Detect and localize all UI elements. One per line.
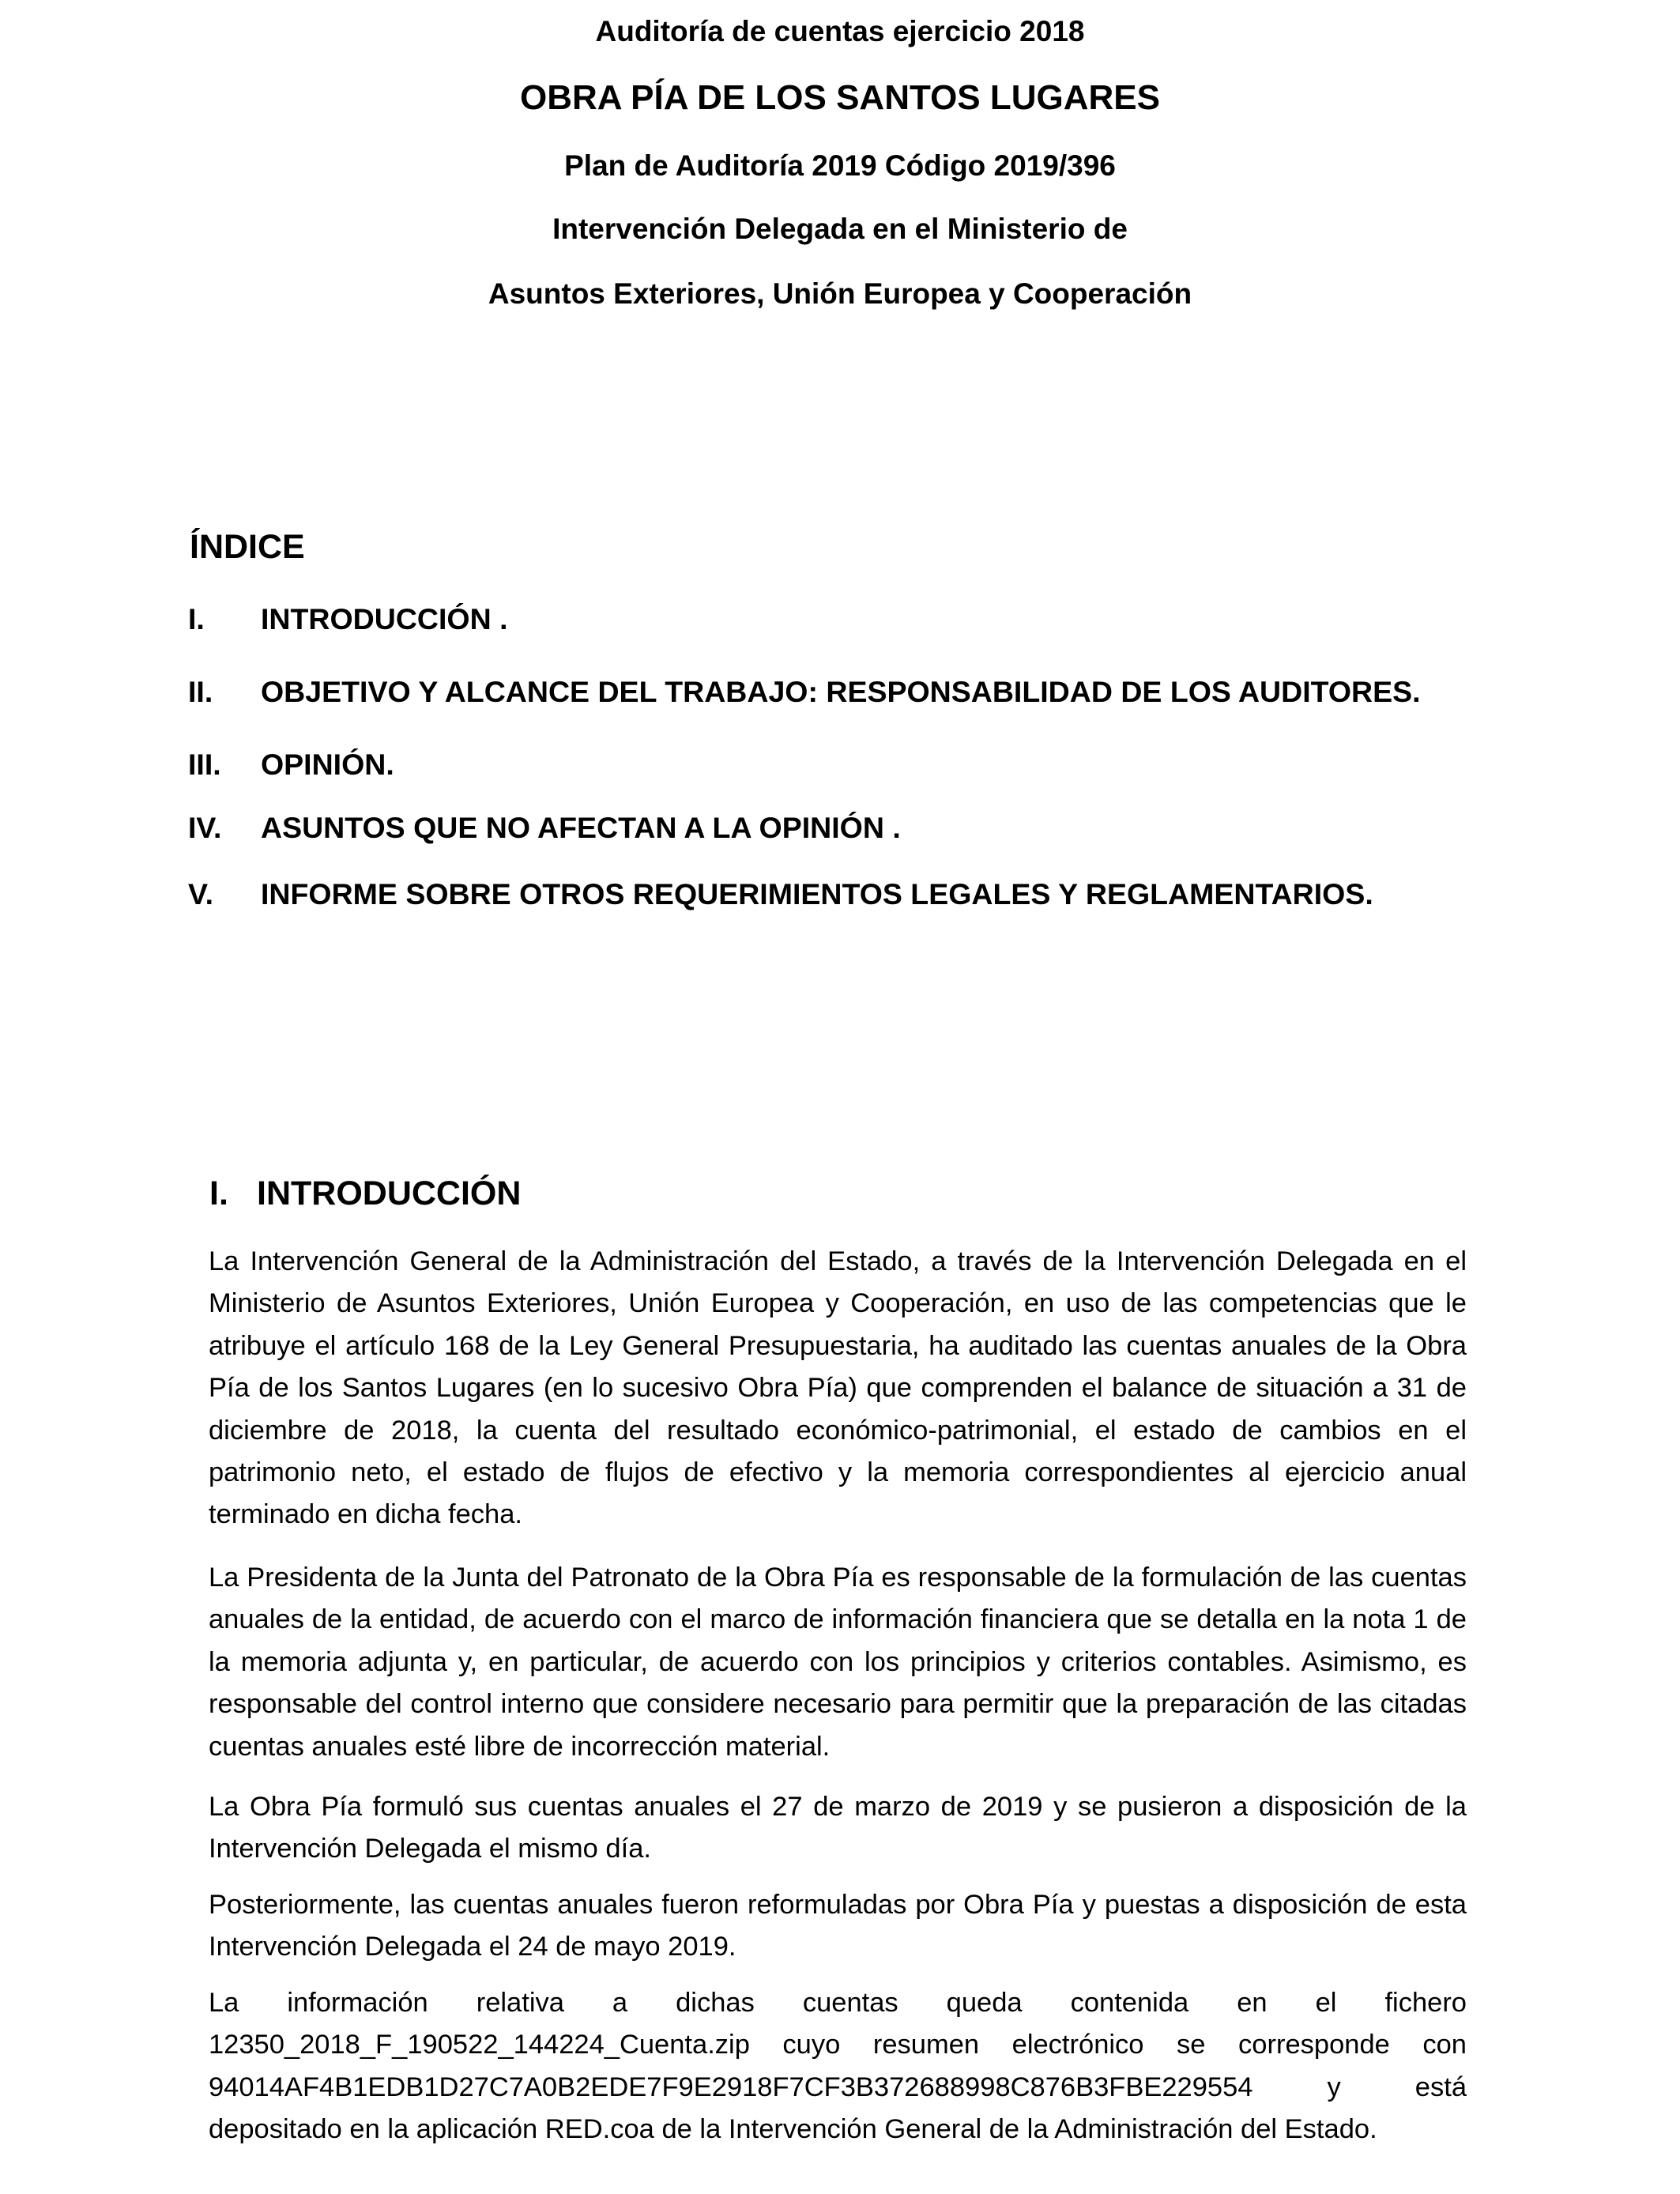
index-item-label: INTRODUCCIÓN .: [261, 602, 508, 635]
office-line-2: Asuntos Exteriores, Unión Europea y Cooperación: [488, 277, 1192, 310]
index-item-number: III.: [188, 748, 221, 781]
file-paragraph: [209, 1982, 1467, 2151]
entity-title: OBRA PÍA DE LOS SANTOS LUGARES: [519, 78, 1160, 117]
section-number: I.: [209, 1174, 228, 1212]
index-item-number: IV.: [188, 811, 222, 844]
index-item-label: OPINIÓN.: [261, 748, 394, 781]
paragraph: La Obra Pía formuló sus cuentas anuales el 27 de marzo de 2019 y se pusieron a disposición de la Intervención Delegada el mismo día.: [209, 1792, 1467, 1864]
index-item-label: INFORME SOBRE OTROS REQUERIMIENTOS LEGALES Y REGLAMENTARIOS.: [261, 877, 1373, 910]
index-title: ÍNDICE: [190, 528, 305, 566]
paragraph: Posteriormente, las cuentas anuales fueron reformuladas por Obra Pía y puestas a disposición de esta Intervención Delegada el 24 de mayo 2019.: [209, 1890, 1467, 1962]
audit-plan-code: Plan de Auditoría 2019 Código 2019/396: [564, 149, 1116, 182]
section-title: INTRODUCCIÓN: [257, 1174, 522, 1212]
index-item-label: ASUNTOS QUE NO AFECTAN A LA OPINIÓN .: [261, 811, 901, 844]
section-heading: [209, 1171, 521, 1216]
file-hash-line: 94014AF4B1EDB1D27C7A0B2EDE7F9E2918F7CF3B372688998C876B3FBE229554 y está: [209, 2071, 1467, 2102]
file-paragraph-line: La información relativa a dichas cuentas queda contenida en el fichero: [209, 1988, 1467, 2018]
paragraph: La Presidenta de la Junta del Patronato de la Obra Pía es responsable de la formulación de las cuentas anuales de la entidad, de acuerdo con el marco de información financiera que se detalla en la nota 1 de la memoria adjunta y, en particular, de acuerdo con los principios y criterios contables. Asimismo, es responsable del control interno que considere necesario para permitir que la preparación de las citadas cuentas anuales esté libre de incorrección material.: [209, 1563, 1467, 1762]
index-item-number: V.: [188, 877, 213, 910]
office-line-1: Intervención Delegada en el Ministerio de: [552, 213, 1128, 245]
index-item-number: I.: [188, 602, 205, 635]
paragraph: La Intervención General de la Administración del Estado, a través de la Intervención Delegada en el Ministerio de Asuntos Exteriores, Unión Europea y Cooperación, en uso de las competencias que le atribuye el artículo 168 de la Ley General Presupuestaria, ha auditado las cuentas anuales de la Obra Pía de los Santos Lugares (en lo sucesivo Obra Pía) que comprenden el balance de situación a 31 de diciembre de 2018, la cuenta del resultado económico-patrimonial, el estado de cambios en el patrimonio neto, el estado de flujos de efectivo y la memoria correspondientes al ejercicio anual terminado en dicha fecha.: [209, 1246, 1467, 1530]
file-paragraph-line: depositado en la aplicación RED.coa de la Intervención General de la Administración del Estado.: [209, 2114, 1377, 2145]
report-heading: Auditoría de cuentas ejercicio 2018: [595, 15, 1085, 47]
index-item-label: OBJETIVO Y ALCANCE DEL TRABAJO: RESPONSABILIDAD DE LOS AUDITORES.: [261, 675, 1421, 708]
file-name-line: 12350_2018_F_190522_144224_Cuenta.zip cuyo resumen electrónico se corresponde con: [209, 2030, 1467, 2060]
index-item-number: II.: [188, 675, 213, 708]
